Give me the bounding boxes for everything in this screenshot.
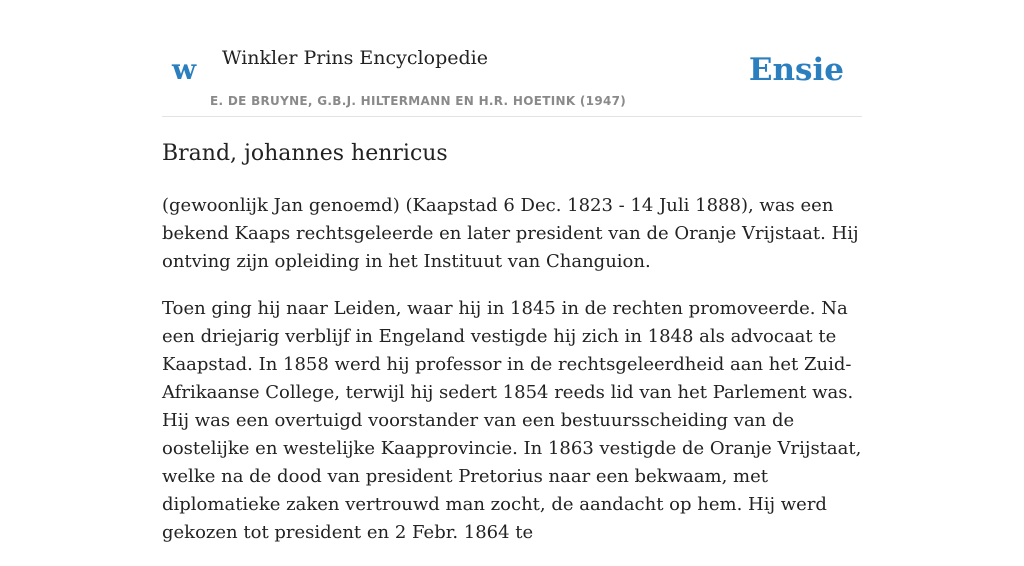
article: [162, 136, 862, 566]
article-paragraph: Toen ging hij naar Leiden, waar hij in 1845 in de rechten promoveerde. Na een driejarig verblijf in Engeland vestigde hij zich in 1848 als advocaat te Kaapstad. In 1858 werd hij professor in de rechtsgeleerdheid aan het Zuid-Afrikaanse College, terwijl hij sedert 1854 reeds lid van het Parlement was. Hij was een overtuigd voorstander van een bestuursscheiding van de oostelijke en westelijke Kaapprovincie. In 1863 vestigde de Oranje Vrijstaat, welke na de dood van president Pretorius naar een bekwaam, met diplomatieke zaken vertrouwd man zocht, de aandacht op hem. Hij werd gekozen tot president en 2 Febr. 1864 te: [162, 298, 862, 543]
publication-authors: E. DE BRUYNE, G.B.J. HILTERMANN EN H.R. HOETINK (1947): [210, 94, 627, 108]
publication-logo-icon[interactable]: w: [172, 53, 197, 86]
site-header: [162, 0, 862, 117]
article-title: Brand, johannes henricus: [162, 141, 448, 166]
article-paragraph: (gewoonlijk Jan genoemd) (Kaapstad 6 Dec. 1823 - 14 Juli 1888), was een bekend Kaaps rechtsgeleerde en later president van de Oranje Vrijstaat. Hij ontving zijn opleiding in het Instituut van Changuion.: [162, 195, 859, 272]
brand-logo[interactable]: Ensie: [748, 52, 844, 88]
publication-title[interactable]: Winkler Prins Encyclopedie: [222, 47, 488, 69]
